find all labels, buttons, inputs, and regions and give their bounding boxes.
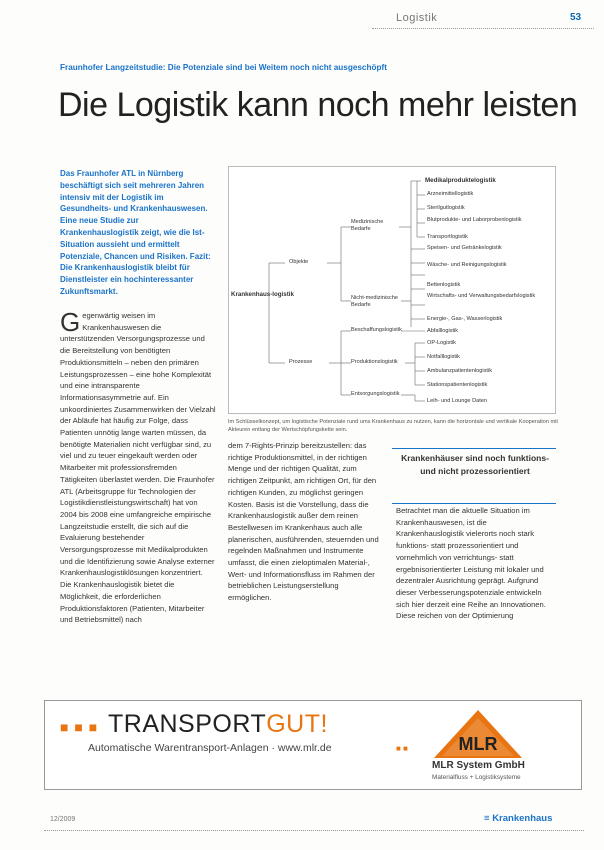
ad-dots: ■ ■ ■ [60, 719, 99, 735]
diagram-node-beschaffung: Beschaffungslogistik [351, 327, 402, 333]
article-lead: Das Fraunhofer ATL in Nürnberg beschäftigt sich seit mehreren Jahren intensiv mit der Logistik im Gesundheits- und Krankenhauswesen. Eine neue Studie zur Krankenhauslogistik zeigt, wie die Ist-Situation aussieht und ermittelt Potenziale, Chancen und Risiken. Fazit: Die Krankenhauslogistik bleibt für Dienstleister ein hochinteressanter Zukunftsmarkt. [60, 169, 211, 296]
diagram-right-item: Notfalllogistik [427, 354, 460, 360]
diagram-right-header: Medikalproduktelogistik [425, 177, 496, 184]
diagram-node-produktion: Produktionslogistik [351, 359, 398, 365]
section-label: Logistik [396, 12, 438, 24]
diagram-node-entsorgung: Entsorgungslogistik [351, 391, 400, 397]
diagram-node-objekte: Objekte [289, 259, 309, 265]
magazine-brand-text: Krankenhaus [492, 813, 553, 824]
header-divider [372, 28, 594, 29]
article-column-2: dem 7-Rights-Prinzip bereitzustellen: das richtige Produktionsmittel, in der richtigen Menge und der richtigen Qualität, zum richtigen Zeitpunkt, am richtigen Ort, für den richtigen Kunden, zu möglichst geringen Kosten. Basis ist die Vorstellung, dass die Krankenhauslogistik außer dem reinen Bestellwesen im Krankenhaus auch alle planerischen, ausführenden, steuernden und regelnden Maßnahmen und Instrumente umfasst, die einen zieloptimalen Material-, Wert- und Informationsfluss im Rahmen der betrieblichen Leistungserstellung ermöglichen. [228, 441, 379, 603]
ad-squares: ■ ■ [396, 744, 408, 753]
ad-company: MLR System GmbH [432, 760, 525, 771]
diagram-right-item: Wirtschafts- und Verwaltungsbedarfslogistik [427, 293, 536, 299]
ad-brand-a: TRANSPORT [108, 710, 267, 738]
ad-brand [108, 710, 328, 739]
diagram-right-item: Leih- und Lounge Daten [427, 398, 488, 404]
diagram-right-item: Transportlogistik [427, 234, 468, 240]
diagram-root: Krankenhaus-logistik [231, 291, 294, 298]
diagram-right-item: OP-Logistik [427, 340, 456, 346]
diagram-connectors [229, 167, 555, 413]
mlr-logo-text: MLR [458, 734, 498, 754]
drop-cap: G [60, 307, 81, 337]
magazine-brand: ≡ Krankenhaus [484, 813, 553, 824]
ad-company-sub: Materialfluss + Logistiksysteme [432, 774, 521, 781]
diagram-caption: Im Schlüsselkonzept, um logistische Potenziale rund ums Krankenhaus zu nutzen, kann die horizontale und vertikale Kooperation mit Akteuren entlang der Wertschöpfungskette sein. [228, 419, 558, 433]
diagram-right-item: Blutprodukte- und Laborprobenlogistik [427, 217, 522, 223]
diagram-node-nicht-medizinische: Nicht-medizinische Bedarfe [351, 295, 398, 308]
subheading: Krankenhäuser sind noch funktions- und nicht prozessorientiert [401, 453, 549, 476]
diagram-right-item: Ambulanzpatientenlogistik [427, 368, 492, 374]
diagram-right-item: Wäsche- und Reinigungslogistik [427, 262, 507, 268]
diagram-right-item: Stationspatientenlogistik [427, 382, 488, 388]
logistics-diagram [228, 166, 556, 414]
page-number: 53 [570, 12, 582, 23]
diagram-right-item: Bettenlogistik [427, 282, 461, 288]
article-column-1 [60, 307, 216, 626]
diagram-node-medizinische: Medizinische Bedarfe [351, 219, 384, 232]
article-title: Die Logistik kann noch mehr leisten [58, 86, 578, 124]
issue-number: 12/2009 [50, 816, 76, 823]
article-column-3: Betrachtet man die aktuelle Situation im Krankenhauswesen, ist die Krankenhauslogistik vielerorts noch stark funktions- statt prozessorientiert und vornehmlich von verrichtungs- statt ergebnisorientierter Leistung mit lokaler und dezentraler Ausrichtung geprägt. Aufgrund dieser Verbesserungspotenziale entwickeln sich hier derzeit eine Reihe an Innovationen. Diese reichen von der Optimierung [396, 506, 546, 621]
footer-divider [44, 830, 584, 831]
diagram-node-prozesse: Prozesse [289, 359, 313, 365]
diagram-right-item: Speisen- und Getränkelogistik [427, 245, 502, 251]
ad-tagline: Automatische Warentransport-Anlagen · www.mlr.de [88, 742, 332, 754]
diagram-right-item: Arzneimittellogistik [427, 191, 474, 197]
diagram-right-item: Abfalllogistik [427, 328, 459, 334]
diagram-right-item: Sterilgutlogistik [427, 205, 465, 211]
column-1-text: egenwärtig weisen im Krankenhauswesen die unterstützenden Versorgungsprozesse und die Bereitstellung von benötigten Produktionsmitteln – neben den primären Leistungsprozessen – eine hohe Komplexität und eine intransparente Informationsasymmetrie auf. Ein unkoordiniertes Zusammenwirken der Vielzahl der Abläufe hat häufig zur Folge, dass Patienten unnötig lange warten müssen, da benötigte Materialien nicht verfügbar sind, zu viel und zu teuer eingekauft werden oder Mitarbeiter mit professionsfremden Tätigkeiten überlastet werden. Die Fraunhofer ATL (Arbeitsgruppe für Technologien der Logistikdienstleistungswirtschaft) hat von 2004 bis 2008 eine umfangreiche empirische Langzeitstudie erstellt, die sich auf die Evaluierung bestehender Versorgungsprozesse mit Medikalprodukten und die Identifizierung sowie Analyse externer Krankenhauslogistiklösungen konzentriert. Die Krankenhauslogistik bietet die Möglichkeit, die erforderlichen Produktionsfaktoren (Patienten, Mitarbeiter und Betriebsmittel) nach [60, 311, 216, 625]
diagram-right-item: Energie-, Gas-, Wasserlogistik [427, 316, 503, 322]
mlr-logo-icon [432, 708, 524, 765]
article-kicker: Fraunhofer Langzeitstudie: Die Potenziale sind bei Weitem noch nicht ausgeschöpft [60, 63, 387, 72]
ad-brand-b: GUT! [266, 710, 328, 738]
